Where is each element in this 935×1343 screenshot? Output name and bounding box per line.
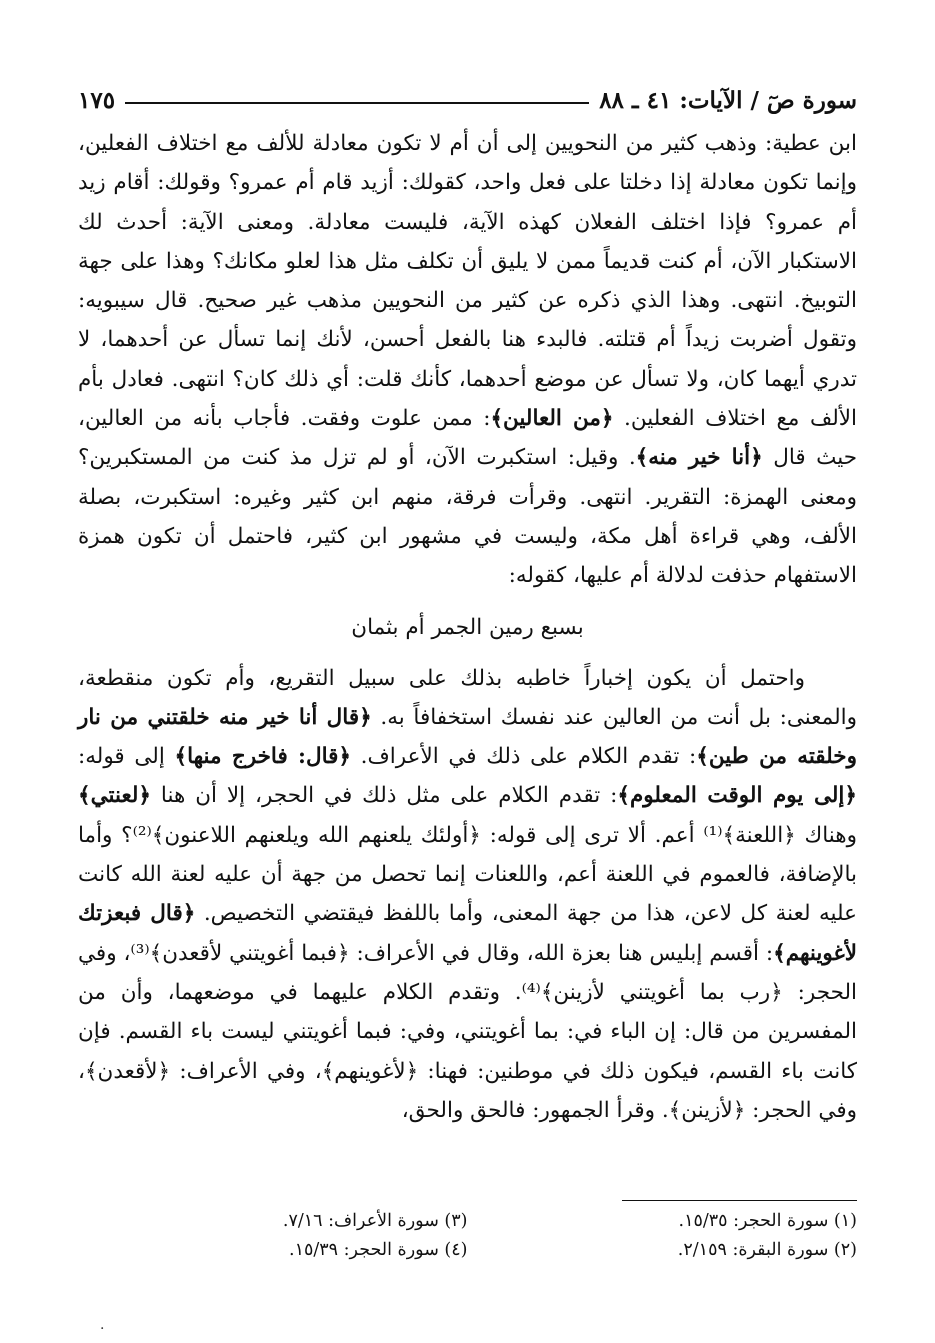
paragraph-2-text: : تقدم الكلام على مثل ذلك في الحجر، إلا أن هنا [151,783,618,809]
paragraph-1-text-c: . وقيل: استكبرت الآن، أو لم تزل مذ كنت من المستكبرين؟ ومعنى الهمزة: التقرير. انتهى. وقرأت فرقة، منهم ابن كثير وغيره: استكبرت، بصلة الألف، وهي قراءة أهل مكة، وليست في مشهور ابن كثير، فاحتمل أن تكون همزة الاستفهام حذفت لدلالة أم عليها، كقوله: [78,445,857,589]
paragraph-1-text-b: : ممن علوت وفقت. فأجاب بأنه من العالين، حيث قال [78,406,857,471]
corner-mark: · [100,1321,105,1337]
quran-quote: ﴿قال: فاخرج منها﴾ [174,744,352,770]
running-header [78,82,857,118]
quran-quote: ﴿قال فبعزتك لأغوينهم﴾ [78,901,857,966]
paragraph-2-text: : تقدم الكلام على ذلك في الأعراف. [351,744,697,770]
quran-quote: ﴿لعنتي﴾ [78,783,152,809]
paragraph-2-text: واحتمل أن يكون إخباراً خاطبه بذلك على سبيل التقريع، وأم تكون منقطعة، والمعنى: بل أنت من العالين عند نفسك استخفافاً به. [78,665,858,730]
footnote-2: (٢) سورة البقرة: ٢/١٥٩. [677,1240,857,1260]
paragraph-1-text-a: ابن عطية: وذهب كثير من النحويين إلى أن أم لا تكون معادلة للألف مع اختلاف الفعلين، وإنما تكون معادلة إذا دخلتا على فعل واحد، كقولك: أزيد قام أم عمرو؟ وقولك: أقام زيد أم عمرو؟ فإذا اختلف الفعلان كهذه الآية، فليست معادلة. ومعنى الآية: أحدث لك الاستكبار الآن، أم كنت قديماً ممن لا يليق أن تكلف مثل هذا لعلو مكانك؟ وهذا على جهة التوبيخ. انتهى. وهذا الذي ذكره عن كثير من النحويين مذهب غير صحيح. قال سيبويه: وتقول أضربت زيداً أم قتلته. فالبدء هنا بالفعل أحسن، لأنك إنما تسأل عن أحدهما، لا تدري أيهما كان، ولا تسأل عن موضع أحدهما، كأنك قلت: أي ذلك كان؟ انتهى. فعادل بأم الألف مع اختلاف الفعلين. [78,131,857,432]
footnotes [78,1207,857,1265]
poetry-verse: بسبع رمين الجمر أم بثمان [351,614,584,640]
header-rule [125,102,589,104]
body-text [78,124,857,1130]
quran-quote: ﴿قال أنا خير منه خلقتني من نار وخلقته من طين﴾ [78,704,857,770]
quran-quote: ﴿أنا خير منه﴾ [635,445,763,471]
quran-quote: ﴿إلى يوم الوقت المعلوم﴾ [617,783,857,809]
footnote-4: (٤) سورة الحجر: ١٥/٣٩. [289,1240,468,1260]
footnote-1: (١) سورة الحجر: ١٥/٣٥. [678,1211,857,1231]
footnote-3: (٣) سورة الأعراف: ٧/١٦. [282,1211,468,1231]
paragraph-2 [78,659,857,1131]
quran-quote: ﴿من العالين﴾ [490,406,614,432]
paragraph-2-text: : أقسم إبليس هنا بعزة الله، وقال في الأعراف: ﴿فبما أغويتني لأقعدن﴾⁽³⁾، وفي الحجر: ﴿رب بما أغويتني لأزينن﴾⁽⁴⁾. وتقدم الكلام عليهما في موضعهما، وأن من المفسرين من قال: إن الباء في: بما أغويتني، وفي: فبما أغويتني ليست باء القسم. فإن كانت باء القسم، فيكون ذلك في موطنين: فهنا: ﴿لأغوينهم﴾، وفي الأعراف: ﴿لأقعدن﴾، وفي الحجر: ﴿لأزينن﴾. وقرأ الجمهور: فالحق والحق، [78,940,857,1123]
paragraph-2-text: إلى قوله: [78,744,175,770]
page-number: ١٧٥ [78,86,116,114]
header-title: سورة صٓ / الآيات: ٤١ ـ ٨٨ [599,86,857,114]
paragraph-1 [78,124,857,596]
paragraph-2-text: وهناك ﴿اللعنة﴾⁽¹⁾ أعم. ألا ترى إلى قوله: ﴿أولئك يلعنهم الله ويلعنهم اللاعنون﴾⁽²⁾؟ وأما بالإضافة، فالعموم في اللعنة أعم، واللعنات إنما تحصل من جهة أن عليه لعنة الله كانت عليه لعنة كل لاعن، هذا من جهة المعنى، وأما باللفظ فيقتضي التخصيص. [78,822,857,927]
footnote-separator [622,1200,857,1201]
